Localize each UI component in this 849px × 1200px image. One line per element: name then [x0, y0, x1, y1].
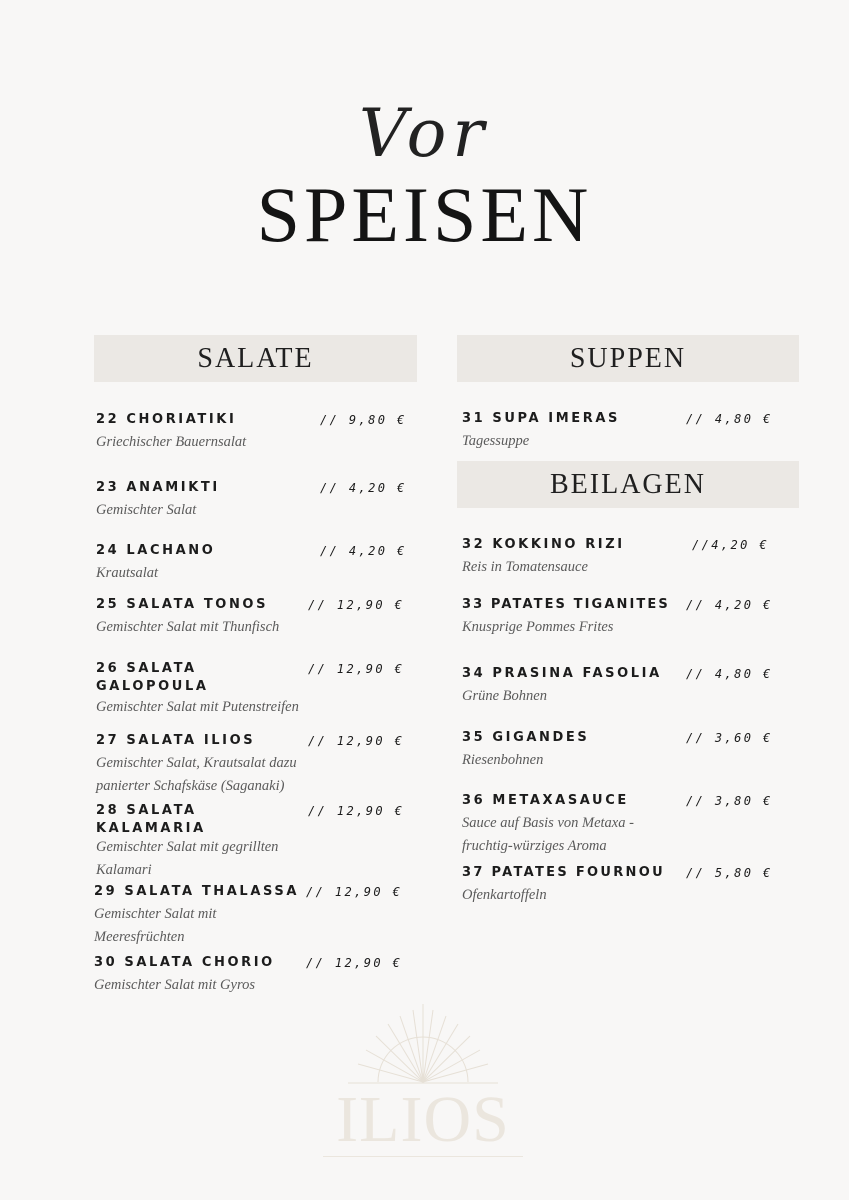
section-header-beilagen — [457, 461, 799, 508]
item-name: 31 SUPA IMERAS — [462, 411, 620, 426]
item-price: // 12,90 € — [306, 885, 403, 899]
main-title: SPEISEN — [256, 171, 593, 258]
item-price: // 5,80 € — [686, 866, 773, 880]
item-description: Gemischter Salat mit Gyros — [94, 977, 255, 993]
item-name: 24 LACHANO — [96, 543, 216, 558]
ilios-logo — [318, 1000, 528, 1160]
item-name: 28 SALATA — [96, 803, 197, 818]
item-description: Gemischter Salat mit — [94, 906, 217, 922]
item-name: 29 SALATA THALASSA — [94, 884, 299, 899]
item-description-line2: Kalamari — [96, 862, 152, 878]
menu-item — [462, 536, 782, 579]
item-price: // 4,20 € — [320, 544, 407, 558]
section-title-beilagen: BEILAGEN — [550, 468, 706, 500]
item-name: 22 CHORIATIKI — [96, 412, 237, 427]
item-name: 32 KOKKINO RIZI — [462, 537, 625, 552]
logo-text: ILIOS — [336, 1083, 510, 1156]
item-name: 30 SALATA CHORIO — [94, 955, 275, 970]
section-header-salate — [94, 335, 417, 382]
item-description: Reis in Tomatensauce — [462, 559, 588, 575]
item-description-line2: panierter Schafskäse (Saganaki) — [96, 778, 285, 794]
item-description: Knusprige Pommes Frites — [462, 619, 614, 635]
item-name: 34 PRASINA FASOLIA — [462, 666, 662, 681]
item-description: Grüne Bohnen — [462, 688, 547, 704]
item-price: // 12,90 € — [308, 734, 405, 748]
item-name-line2: KALAMARIA — [96, 821, 206, 836]
menu-item — [462, 596, 782, 639]
item-price: // 4,20 € — [686, 598, 773, 612]
menu-item — [96, 542, 416, 585]
menu-item — [96, 732, 416, 798]
item-name: 27 SALATA ILIOS — [96, 733, 256, 748]
item-name: 26 SALATA — [96, 661, 197, 676]
item-name-line2: GALOPOULA — [96, 679, 209, 694]
menu-item — [96, 660, 416, 719]
menu-item — [462, 864, 782, 907]
section-title-suppen: SUPPEN — [569, 342, 687, 374]
menu-item — [462, 792, 782, 858]
item-name: 33 PATATES TIGANITES — [462, 597, 670, 612]
item-price: // 12,90 € — [308, 598, 405, 612]
item-name: 37 PATATES FOURNOU — [462, 865, 665, 880]
item-price: // 4,80 € — [686, 667, 773, 681]
item-name: 35 GIGANDES — [462, 730, 590, 745]
menu-item — [462, 729, 782, 772]
item-description: Sauce auf Basis von Metaxa - — [462, 815, 634, 831]
menu-item — [96, 411, 416, 454]
menu-item — [96, 596, 416, 639]
item-price: // 4,20 € — [320, 481, 407, 495]
item-description: Gemischter Salat mit Putenstreifen — [96, 699, 299, 715]
section-header-suppen — [457, 335, 799, 382]
section-title-salate: SALATE — [197, 342, 314, 374]
item-description: Riesenbohnen — [462, 752, 544, 768]
menu-item — [94, 883, 414, 949]
item-price: // 12,90 € — [306, 956, 403, 970]
item-price: //4,20 € — [692, 538, 769, 552]
item-price: // 3,60 € — [686, 731, 773, 745]
item-description: Krautsalat — [96, 565, 159, 581]
menu-item — [462, 665, 782, 708]
item-name: 23 ANAMIKTI — [96, 480, 220, 495]
item-description: Gemischter Salat, Krautsalat dazu — [96, 755, 297, 771]
menu-item — [96, 802, 416, 882]
item-price: // 4,80 € — [686, 412, 773, 426]
item-price: // 9,80 € — [320, 413, 407, 427]
menu-item — [94, 954, 414, 997]
item-name: 36 METAXASAUCE — [462, 793, 629, 808]
item-price: // 12,90 € — [308, 662, 405, 676]
item-description: Tagessuppe — [462, 433, 530, 449]
item-description-line2: Meeresfrüchten — [94, 929, 185, 945]
logo-underline — [323, 1156, 523, 1157]
item-description: Gemischter Salat — [96, 502, 197, 518]
script-title: Vor — [359, 95, 490, 172]
item-description-line2: fruchtig-würziges Aroma — [462, 838, 607, 854]
menu-item — [462, 410, 782, 453]
item-description: Gemischter Salat mit Thunfisch — [96, 619, 280, 635]
item-description: Ofenkartoffeln — [462, 887, 547, 903]
item-description: Griechischer Bauernsalat — [96, 434, 247, 450]
item-description: Gemischter Salat mit gegrillten — [96, 839, 279, 855]
item-price: // 3,80 € — [686, 794, 773, 808]
item-price: // 12,90 € — [308, 804, 405, 818]
item-name: 25 SALATA TONOS — [96, 597, 269, 612]
menu-item — [96, 479, 416, 522]
